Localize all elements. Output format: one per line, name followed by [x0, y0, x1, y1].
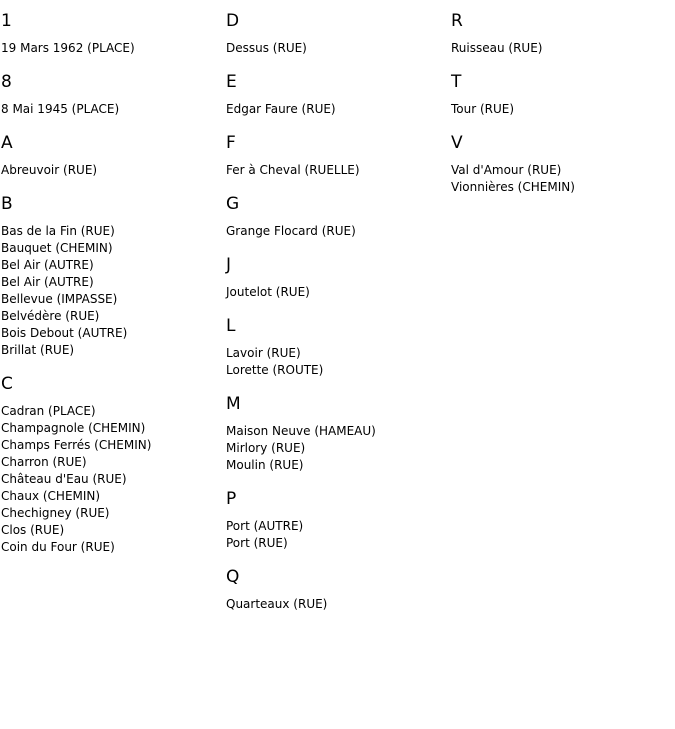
letter-group-q	[226, 566, 448, 613]
letter-group-8	[1, 71, 223, 118]
letter-group-l	[226, 315, 448, 379]
letter-heading: A	[1, 133, 13, 153]
street-list	[226, 345, 448, 379]
letter-group-d	[226, 10, 448, 57]
street-item[interactable]: Belvédère (RUE)	[1, 309, 100, 323]
street-item[interactable]: Ruisseau (RUE)	[451, 41, 543, 55]
street-item[interactable]: Cadran (PLACE)	[1, 404, 96, 418]
letter-group-g	[226, 193, 448, 240]
street-list	[451, 101, 673, 118]
letter-heading: J	[226, 255, 232, 275]
letter-heading: F	[226, 133, 236, 153]
letter-heading: R	[451, 11, 463, 31]
street-item[interactable]: Clos (RUE)	[1, 523, 65, 537]
letter-group-v	[451, 132, 673, 196]
letter-group-r	[451, 10, 673, 57]
letter-heading: V	[451, 133, 463, 153]
street-item[interactable]: Champs Ferrés (CHEMIN)	[1, 438, 152, 452]
street-item[interactable]: Fer à Cheval (RUELLE)	[226, 163, 360, 177]
street-item[interactable]: Coin du Four (RUE)	[1, 540, 115, 554]
letter-group-j	[226, 254, 448, 301]
street-item[interactable]: Bellevue (IMPASSE)	[1, 292, 118, 306]
street-item[interactable]: Quarteaux (RUE)	[226, 597, 328, 611]
street-item[interactable]: Bel Air (AUTRE)	[1, 258, 94, 272]
letter-group-c	[1, 373, 223, 556]
letter-group-m	[226, 393, 448, 474]
street-list	[226, 284, 448, 301]
column-1	[1, 0, 223, 570]
street-item[interactable]: Grange Flocard (RUE)	[226, 224, 356, 238]
letter-group-1	[1, 10, 223, 57]
letter-heading: C	[1, 374, 13, 394]
street-item[interactable]: Chechigney (RUE)	[1, 506, 110, 520]
letter-heading: 8	[1, 72, 12, 92]
street-item[interactable]: Tour (RUE)	[451, 102, 515, 116]
letter-group-b	[1, 193, 223, 359]
street-item[interactable]: Bas de la Fin (RUE)	[1, 224, 115, 238]
letter-heading: P	[226, 489, 237, 509]
street-list	[1, 223, 223, 359]
street-item[interactable]: Val d'Amour (RUE)	[451, 163, 562, 177]
street-list	[451, 162, 673, 196]
street-list	[1, 403, 223, 556]
street-item[interactable]: Dessus (RUE)	[226, 41, 307, 55]
street-list	[226, 223, 448, 240]
street-item[interactable]: 8 Mai 1945 (PLACE)	[1, 102, 120, 116]
letter-heading: B	[1, 194, 13, 214]
street-list	[226, 162, 448, 179]
street-item[interactable]: Lavoir (RUE)	[226, 346, 301, 360]
letter-heading: L	[226, 316, 236, 336]
street-item[interactable]: Bel Air (AUTRE)	[1, 275, 94, 289]
street-list	[1, 162, 223, 179]
street-item[interactable]: Port (RUE)	[226, 536, 288, 550]
letter-group-a	[1, 132, 223, 179]
street-item[interactable]: 19 Mars 1962 (PLACE)	[1, 41, 135, 55]
street-item[interactable]: Port (AUTRE)	[226, 519, 304, 533]
letter-heading: T	[451, 72, 462, 92]
letter-group-f	[226, 132, 448, 179]
letter-heading: M	[226, 394, 241, 414]
street-item[interactable]: Lorette (ROUTE)	[226, 363, 324, 377]
street-list	[226, 596, 448, 613]
letter-heading: 1	[1, 11, 12, 31]
street-item[interactable]: Bois Debout (AUTRE)	[1, 326, 128, 340]
letter-group-t	[451, 71, 673, 118]
street-item[interactable]: Champagnole (CHEMIN)	[1, 421, 146, 435]
street-list	[226, 40, 448, 57]
street-list	[226, 518, 448, 552]
letter-group-p	[226, 488, 448, 552]
street-item[interactable]: Mirlory (RUE)	[226, 441, 306, 455]
street-item[interactable]: Abreuvoir (RUE)	[1, 163, 98, 177]
street-list	[451, 40, 673, 57]
street-list	[226, 101, 448, 118]
column-2	[226, 0, 448, 627]
street-list	[1, 101, 223, 118]
letter-heading: E	[226, 72, 237, 92]
street-item[interactable]: Moulin (RUE)	[226, 458, 304, 472]
street-item[interactable]: Edgar Faure (RUE)	[226, 102, 336, 116]
street-item[interactable]: Charron (RUE)	[1, 455, 87, 469]
street-item[interactable]: Brillat (RUE)	[1, 343, 75, 357]
street-item[interactable]: Joutelot (RUE)	[226, 285, 310, 299]
letter-group-e	[226, 71, 448, 118]
letter-heading: D	[226, 11, 240, 31]
street-item[interactable]: Château d'Eau (RUE)	[1, 472, 127, 486]
street-item[interactable]: Chaux (CHEMIN)	[1, 489, 101, 503]
street-list	[226, 423, 448, 474]
letter-heading: G	[226, 194, 240, 214]
street-item[interactable]: Bauquet (CHEMIN)	[1, 241, 113, 255]
street-item[interactable]: Maison Neuve (HAMEAU)	[226, 424, 376, 438]
letter-heading: Q	[226, 567, 240, 587]
column-3	[451, 0, 673, 210]
street-list	[1, 40, 223, 57]
street-item[interactable]: Vionnières (CHEMIN)	[451, 180, 575, 194]
